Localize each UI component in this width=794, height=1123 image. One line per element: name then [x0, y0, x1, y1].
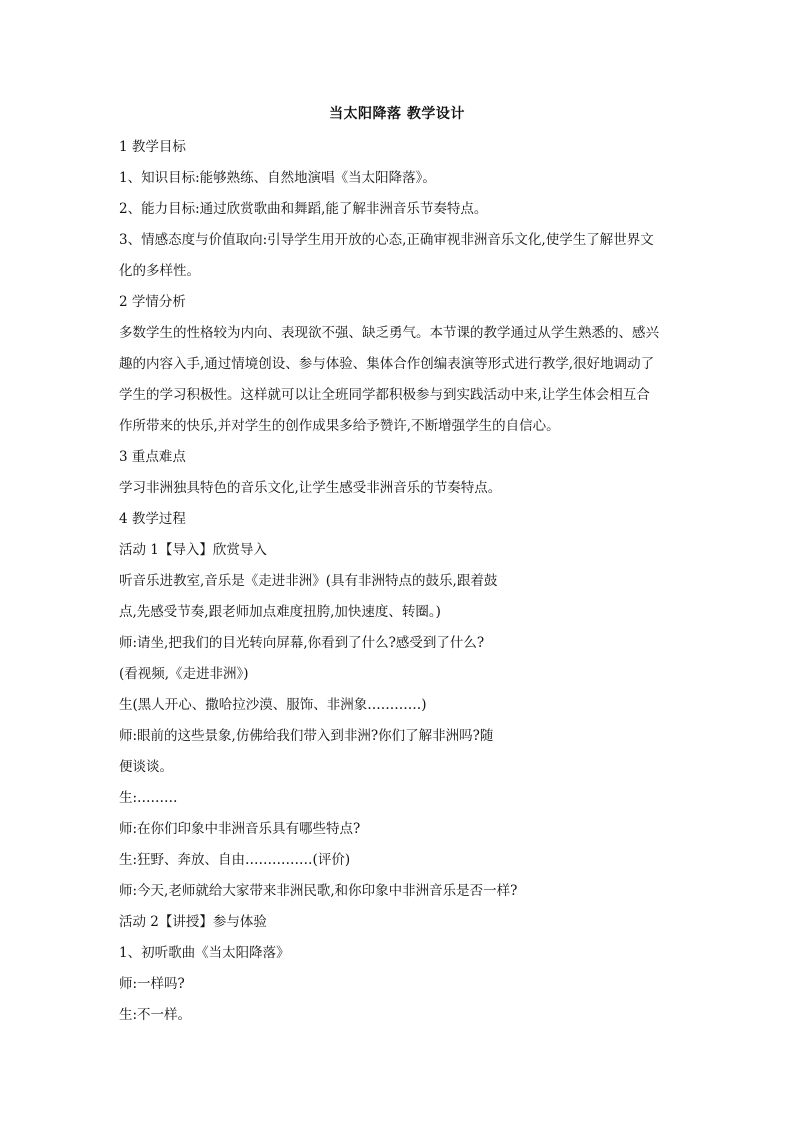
document-title: 当太阳降落 教学设计	[329, 106, 465, 122]
paragraph-line: 作所带来的快乐,并对学生的创作成果多给予赞许,不断增强学生的自信心。	[119, 418, 560, 434]
dialogue-line: 便谈谈。	[119, 759, 173, 775]
dialogue-line: 生:………	[119, 790, 178, 806]
dialogue-line: 生:不一样。	[119, 1007, 192, 1023]
activity-2-heading: 活动 2【讲授】参与体验	[119, 914, 267, 930]
heading-student-analysis: 2 学情分析	[119, 294, 186, 310]
dialogue-line: 生:狂野、奔放、自由……………(评价)	[119, 852, 351, 868]
paragraph-line: 听音乐进教室,音乐是《走进非洲》(具有非洲特点的鼓乐,跟着鼓	[119, 573, 498, 589]
paragraph-line: 学生的学习积极性。这样就可以让全班同学都积极参与到实践活动中来,让学生体会相互合	[119, 387, 650, 403]
dialogue-line: 师:请坐,把我们的目光转向屏幕,你看到了什么?感受到了什么?	[119, 635, 485, 651]
dialogue-line: 生(黑人开心、撒哈拉沙漠、服饰、非洲象…………)	[119, 697, 427, 713]
dialogue-line: 师:一样吗?	[119, 976, 185, 992]
dialogue-line: 师:今天,老师就给大家带来非洲民歌,和你印象中非洲音乐是否一样?	[119, 883, 518, 899]
activity-1-heading: 活动 1【导入】欣赏导入	[119, 542, 267, 558]
paragraph-line: 3、情感态度与价值取向:引导学生用开放的心态,正确审视非洲音乐文化,使学生了解世界文	[119, 232, 654, 248]
paragraph-line: 多数学生的性格较为内向、表现欲不强、缺乏勇气。本节课的教学通过从学生熟悉的、感兴	[119, 325, 659, 341]
document-body	[119, 132, 679, 1031]
heading-key-points: 3 重点难点	[119, 449, 186, 465]
paragraph-line: 2、能力目标:通过欣赏歌曲和舞蹈,能了解非洲音乐节奏特点。	[119, 201, 488, 217]
dialogue-line: 师:在你们印象中非洲音乐具有哪些特点?	[119, 821, 361, 837]
heading-teaching-process: 4 教学过程	[119, 511, 186, 527]
paragraph-line: 1、知识目标:能够熟练、自然地演唱《当太阳降落》。	[119, 170, 436, 186]
dialogue-line: 师:眼前的这些景象,仿佛给我们带入到非洲?你们了解非洲吗?随	[119, 728, 494, 744]
paragraph-line: 1、初听歌曲《当太阳降落》	[119, 945, 290, 961]
paragraph-line: 趣的内容入手,通过情境创设、参与体验、集体合作创编表演等形式进行教学,很好地调动了	[119, 356, 655, 372]
paragraph-line: 化的多样性。	[119, 263, 200, 279]
heading-teaching-goals: 1 教学目标	[119, 139, 186, 155]
paragraph-line: 点,先感受节奏,跟老师加点难度扭胯,加快速度、转圈。)	[119, 604, 441, 620]
dialogue-line: (看视频,《走进非洲》)	[119, 666, 249, 682]
paragraph-line: 学习非洲独具特色的音乐文化,让学生感受非洲音乐的节奏特点。	[119, 480, 502, 496]
